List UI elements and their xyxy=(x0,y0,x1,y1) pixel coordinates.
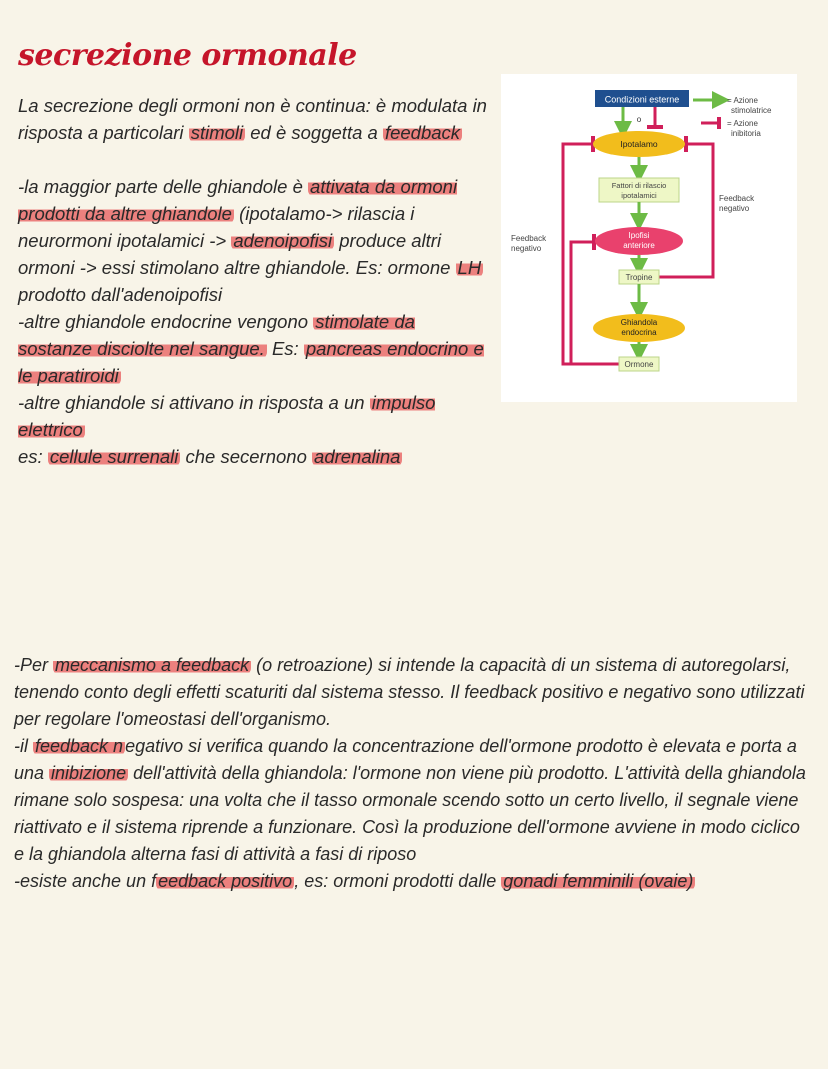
feedback-loop-right xyxy=(659,144,713,277)
positivo-text: -esiste anche un f xyxy=(14,871,157,891)
sangue-text: -altre ghiandole endocrine vengono xyxy=(18,311,314,332)
impulso-text: -altre ghiandole si attivano in risposta a un xyxy=(18,392,370,413)
highlight-feedback: feedback xyxy=(384,122,461,143)
positivo-paragraph xyxy=(14,868,814,895)
sangue-text: Es: xyxy=(266,338,304,359)
highlight-feedback-positivo: eedback positivo xyxy=(158,871,293,891)
legend-inib-label: inibitoria xyxy=(731,129,761,138)
ghiandola-label: Ghiandola xyxy=(620,318,658,327)
highlight-cellule: cellule surrenali xyxy=(49,446,179,467)
ghiandola-label: endocrina xyxy=(621,328,657,337)
meccanismo-paragraph xyxy=(14,652,814,733)
highlight-inibizione: inibizione xyxy=(51,763,127,783)
attivate-paragraph xyxy=(18,173,488,308)
or-label: o xyxy=(636,115,642,124)
impulso-paragraph xyxy=(18,389,488,443)
positivo-text: , es: ormoni prodotti dalle xyxy=(294,871,502,891)
attivate-text: (ipotalamo-> rilascia i neurormoni ipotalamici -> xyxy=(18,203,415,251)
intro-text: La secrezione degli ormoni non è continua: è modulata in risposta a particolari xyxy=(18,95,487,143)
negativo-text: egativo si verifica quando la concentrazione dell'ormone prodotto è elevata e porta a una xyxy=(14,736,797,783)
intro-paragraph xyxy=(18,92,488,146)
esempio-text: es: xyxy=(18,446,48,467)
negativo-text: dell'attività della ghiandola: l'ormone non viene più prodotto. L'attività della ghiandola rimane solo sospesa: una volta che il tasso ormonale scendo sotto un certo livello, il segnale viene riattivato e il sistema riprende a funzionare. Così la produzione dell'ormone avviene in modo ciclico e la ghiandola alterna fasi di attività a fasi di riposo xyxy=(14,763,806,864)
ipofisi-label: Ipofisi xyxy=(628,231,650,240)
feedback-left-label: Feedback xyxy=(511,234,547,243)
highlight-feedback-negativo: feedback n xyxy=(35,736,124,756)
highlight-adrenalina: adrenalina xyxy=(314,446,401,467)
feedback-loop-inner xyxy=(571,242,619,364)
highlight-lh: LH xyxy=(457,257,482,278)
legend-inib-label: = Azione xyxy=(727,119,758,128)
highlight-meccanismo: meccanismo a feedback xyxy=(55,655,250,675)
esempio-text: che secernono xyxy=(180,446,313,467)
fattori-label: Fattori di rilascio xyxy=(611,181,667,190)
highlight-impulso: impulso elettrico xyxy=(18,392,436,440)
page-title: secrezione ormonale xyxy=(18,38,357,73)
negativo-text: -il xyxy=(14,736,33,756)
attivate-text: prodotto dall'adenoipofisi xyxy=(18,284,223,305)
notes-top xyxy=(18,92,488,470)
fattori-label: ipotalamici xyxy=(621,191,657,200)
intro-text: ed è soggetta a xyxy=(245,122,383,143)
legend-stim-label: stimolatrice xyxy=(731,106,772,115)
highlight-gonadi: gonadi femminili (ovaie) xyxy=(503,871,694,891)
feedback-right-label: negativo xyxy=(719,204,750,213)
ipofisi-label: anteriore xyxy=(623,241,655,250)
negativo-paragraph xyxy=(14,733,814,868)
condizioni-label: Condizioni esterne xyxy=(604,94,680,105)
highlight-pancreas: pancreas endocrino e le paratiroidi xyxy=(18,338,484,386)
ormone-label: Ormone xyxy=(624,360,654,369)
highlight-stimoli: stimoli xyxy=(190,122,244,143)
feedback-left-label: negativo xyxy=(511,244,542,253)
meccanismo-text: -Per xyxy=(14,655,54,675)
attivate-text: produce altri ormoni -> essi stimolano altre ghiandole. Es: ormone xyxy=(18,230,456,278)
ipotalamo-label: Ipotalamo xyxy=(620,139,658,149)
highlight-sangue: stimolate da sostanze disciolte nel sangue. xyxy=(18,311,415,359)
highlight-attivata: attivata da ormoni prodotti da altre ghiandole xyxy=(18,176,458,224)
legend-stim-label: = Azione xyxy=(727,96,758,105)
highlight-adenoipofisi: adenoipofisi xyxy=(233,230,333,251)
feedback-diagram xyxy=(501,74,797,402)
meccanismo-text: (o retroazione) si intende la capacità di un sistema di autoregolarsi, tenendo conto degli effetti scaturiti dal sistema stesso. Il feedback positivo e negativo sono utilizzati per regolare l'omeostasi dell'organismo. xyxy=(14,655,805,729)
notes-bottom xyxy=(14,652,814,895)
sangue-paragraph xyxy=(18,308,488,389)
feedback-right-label: Feedback xyxy=(719,194,755,203)
attivate-text: -la maggior parte delle ghiandole è xyxy=(18,176,309,197)
esempio-paragraph xyxy=(18,443,488,470)
tropine-label: Tropine xyxy=(625,273,653,282)
